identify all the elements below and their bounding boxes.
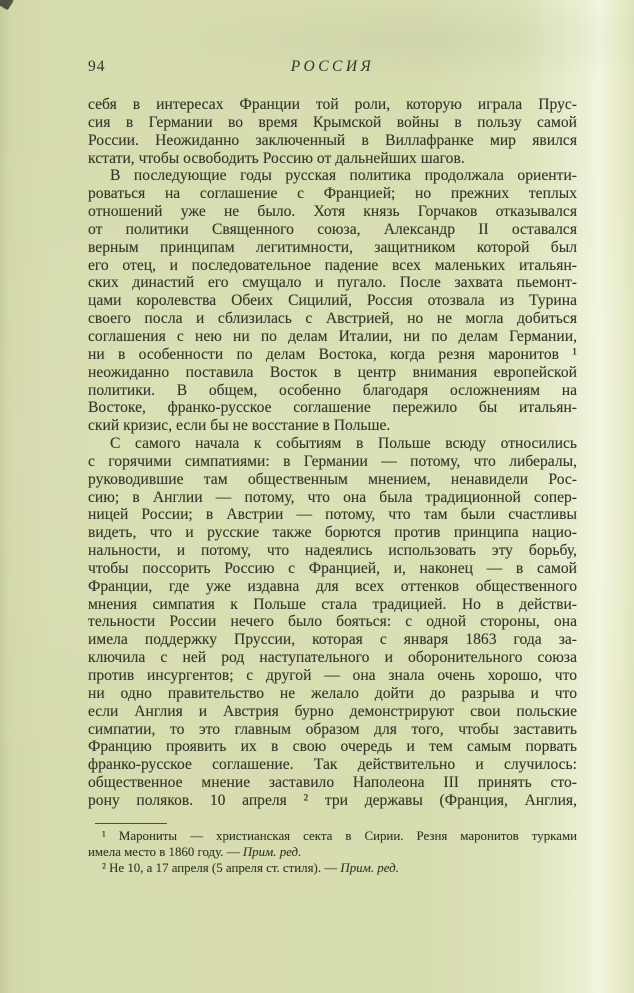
text-line: С самого начала к событиям в Польше всюду относились xyxy=(110,435,577,453)
text-line: сию; в Англии — потому, что она была традиционной сопер- xyxy=(88,488,577,506)
text-line: верным принципам легитимности, защитником которой был xyxy=(88,238,577,256)
text-line: отношений уже не было. Хотя князь Горчаков отказывался xyxy=(88,203,577,221)
text-line: Францию проявить их в свою очередь и тем самым порвать xyxy=(88,738,577,756)
text-line: против инсургентов; с другой — она знала очень хорошо, что xyxy=(88,667,577,684)
text-line: чтобы поссорить Россию с Францией, и, наконец — в самой xyxy=(88,559,577,577)
text-line: от политики Священного союза, Александр II оставался xyxy=(88,220,577,238)
text-line: рону поляков. 10 апреля ² три державы (Франция, Англия, xyxy=(88,791,577,809)
text-line: неожиданно поставила Восток в центр внимания европейской xyxy=(88,363,577,381)
text-line: если Англия и Австрия бурно демонстрируют свои польские xyxy=(88,702,577,720)
text-line: видеть, что и русские также борются против принципа нацио- xyxy=(88,524,577,542)
text-line: сия в Германии во время Крымской войны в пользу самой xyxy=(88,113,577,131)
text-line: своего посла и сблизилась с Австрией, но не могла добиться xyxy=(88,310,577,328)
footnote-line xyxy=(88,861,577,877)
text-line: нальности, и потому, что надеялись использовать эту борьбу, xyxy=(88,542,577,560)
text-line: Франции, где уже издавна для всех оттенков общественного xyxy=(88,577,577,595)
footnote-text: имела место в 1860 году. — xyxy=(88,844,243,859)
text-line: франко-русское соглашение. Так действительно и случилось: xyxy=(88,756,577,774)
footnote-separator-rule xyxy=(95,823,167,824)
text-line: мнения симпатия к Польше стала традицией. Но в действи- xyxy=(88,595,577,613)
editor-note: Прим. ред. xyxy=(242,844,302,859)
footnote-line xyxy=(88,829,577,845)
scan-corner-artifact xyxy=(0,0,14,10)
body-text xyxy=(88,96,577,810)
text-line: цами королевства Обеих Сицилий, Россия отозвала из Турина xyxy=(88,292,577,310)
footnotes xyxy=(88,829,577,876)
paragraph xyxy=(88,167,577,435)
paragraph xyxy=(88,435,577,810)
text-line: симпатии, то это главным образом для того, чтобы заставить xyxy=(88,720,577,738)
text-line: ских династий его смущало и пугало. После захвата пьемонт- xyxy=(88,274,577,292)
footnote-text: ² Не 10, а 17 апреля (5 апреля ст. стиля). — xyxy=(102,860,341,875)
text-line: В последующие годы русская политика продолжала ориенти- xyxy=(110,167,577,185)
text-line: имела поддержку Пруссии, которая с января 1863 года за- xyxy=(88,631,577,649)
page-number: 94 xyxy=(88,58,106,75)
editor-note: Прим. ред. xyxy=(340,860,399,875)
text-line: кстати, чтобы освободить Россию от дальнейших шагов. xyxy=(88,149,465,167)
text-line: руководившие там общественным мнением, ненавидели Рос- xyxy=(88,470,577,488)
text-line: себя в интересах Франции той роли, которую играла Прус- xyxy=(88,96,577,113)
text-line: ключила с ней род наступательного и оборонительного союза xyxy=(88,649,577,667)
footnote-line xyxy=(88,845,577,861)
text-line: с горячими симпатиями: в Германии — потому, что либералы, xyxy=(88,452,577,470)
text-line: соглашения с нею ни по делам Италии, ни по делам Германии, xyxy=(88,327,577,345)
text-line: ни одно правительство не желало дойти до разрыва и что xyxy=(88,684,577,702)
text-line: роваться на соглашение с Францией; но прежних теплых xyxy=(88,185,577,203)
text-line: тельности России нечего было бояться: с одной стороны, она xyxy=(88,613,577,631)
text-line: ни в особенности по делам Востока, когда резня маронитов ¹ xyxy=(88,345,577,363)
text-line: ницей России; в Австрии — потому, что там были счастливы xyxy=(88,506,577,524)
paragraph xyxy=(88,96,577,167)
text-line: его отец, и последовательное падение всех маленьких итальян- xyxy=(88,256,577,274)
text-line: политики. В общем, особенно благодаря осложнениям на xyxy=(88,381,577,399)
running-head xyxy=(88,56,577,78)
text-line: Востоке, франко-русское соглашение пережило бы итальян- xyxy=(88,399,577,417)
text-line: ский кризис, если бы не восстание в Польше. xyxy=(88,417,391,435)
running-head-title: РОССИЯ xyxy=(290,58,375,75)
footnote-text: ¹ Марониты — христианская секта в Сирии. Резня маронитов турками xyxy=(102,829,577,843)
text-line: общественное мнение заставило Наполеона III принять сто- xyxy=(88,774,577,792)
text-line: России. Неожиданно заключенный в Виллафранке мир явился xyxy=(88,131,577,149)
